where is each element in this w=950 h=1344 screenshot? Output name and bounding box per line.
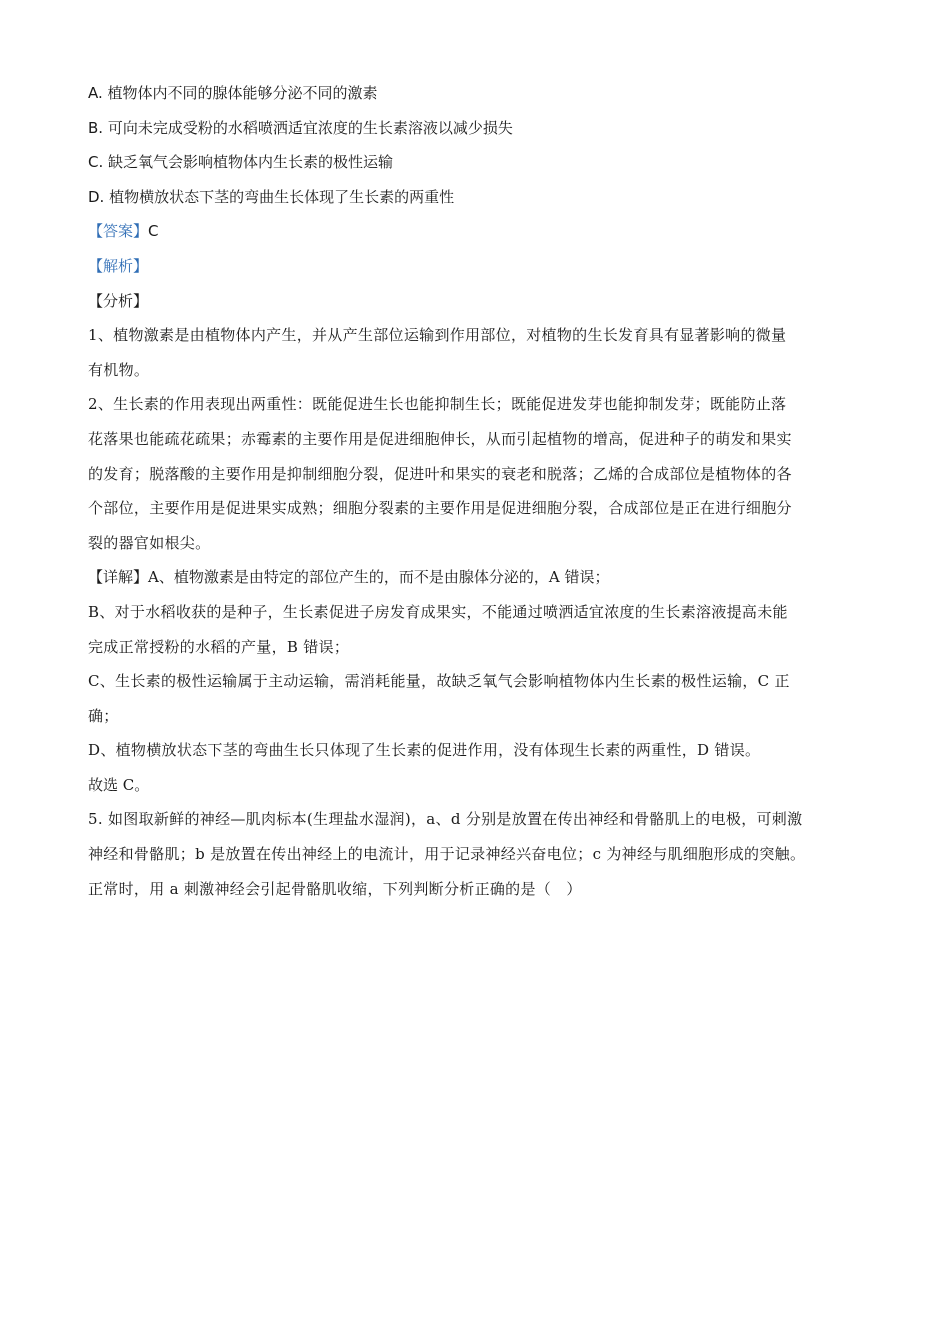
option-letter: C. <box>88 153 104 172</box>
option-c <box>88 145 864 180</box>
option-d <box>88 180 864 215</box>
fenxi-paragraph-1-line-2: 有机物。 <box>88 360 150 379</box>
fenxi-paragraph-2-line-5: 裂的器官如根尖。 <box>88 533 211 552</box>
question-5-line-3: 正常时，用 a 刺激神经会引起骨骼肌收缩，下列判断分析正确的是（ ） <box>88 879 582 898</box>
fenxi-paragraph-2-line-2: 花落果也能疏花疏果；赤霉素的主要作用是促进细胞伸长，从而引起植物的增高，促进种子的萌发和果实 <box>88 429 792 448</box>
detail-b-line-2: 完成正常授粉的水稻的产量，B 错误； <box>88 637 350 656</box>
fenxi-paragraph-2-line-3: 的发育；脱落酸的主要作用是抑制细胞分裂，促进叶和果实的衰老和脱落；乙烯的合成部位是植物体的各 <box>88 464 792 483</box>
document-page <box>88 76 864 906</box>
option-letter: A. <box>88 84 103 102</box>
analysis-heading <box>88 249 864 284</box>
fenxi-label: 【分析】 <box>88 291 149 310</box>
option-a <box>88 76 864 111</box>
detail-b-line-1: B、对于水稻收获的是种子，生长素促进子房发育成果实，不能通过喷洒适宜浓度的生长素溶液提高未能 <box>88 602 788 621</box>
fenxi-paragraph-1-line-1: 1、植物激素是由植物体内产生，并从产生部位运输到作用部位，对植物的生长发育具有显著影响的微量 <box>88 326 787 345</box>
option-text: 可向未完成受粉的水稻喷洒适宜浓度的生长素溶液以减少损失 <box>107 118 513 137</box>
analysis-label: 【解析】 <box>88 256 149 275</box>
detail-a-text: A、植物激素是由特定的部位产生的，而不是由腺体分泌的，A 错误； <box>148 568 610 587</box>
fenxi-paragraph-2-line-1: 2、生长素的作用表现出两重性：既能促进生长也能抑制生长；既能促进发芽也能抑制发芽；既能防止落 <box>88 395 787 414</box>
answer-line <box>88 214 864 249</box>
detail-line-a <box>88 560 864 595</box>
fenxi-paragraph-2-line-4: 个部位，主要作用是促进果实成熟；细胞分裂素的主要作用是促进细胞分裂，合成部位是正在进行细胞分 <box>88 499 792 518</box>
detail-c-line-1: C、生长素的极性运输属于主动运输，需消耗能量，故缺乏氧气会影响植物体内生长素的极性运输，C 正 <box>88 672 790 691</box>
question-5-line-1: 5. 如图取新鲜的神经—肌肉标本(生理盐水湿润)，a、d 分别是放置在传出神经和骨骼肌上的电极，可刺激 <box>88 810 803 829</box>
option-text: 植物体内不同的腺体能够分泌不同的激素 <box>107 84 378 102</box>
detail-d-line-1: D、植物横放状态下茎的弯曲生长只体现了生长素的促进作用，没有体现生长素的两重性，D 错误。 <box>88 741 761 760</box>
option-b <box>88 111 864 146</box>
detail-label: 【详解】 <box>88 568 149 587</box>
option-text: 植物横放状态下茎的弯曲生长体现了生长素的两重性 <box>109 187 455 206</box>
detail-c-line-2: 确； <box>88 706 119 725</box>
question-5-line-2: 神经和骨骼肌；b 是放置在传出神经上的电流计，用于记录神经兴奋电位；c 为神经与肌细胞形成的突触。 <box>88 845 806 864</box>
option-letter: D. <box>88 187 105 206</box>
fenxi-heading <box>88 284 864 319</box>
option-text: 缺乏氧气会影响植物体内生长素的极性运输 <box>108 153 394 172</box>
answer-label: 【答案】 <box>88 222 149 241</box>
answer-value: C <box>148 222 159 241</box>
conclusion-line: 故选 C。 <box>88 775 150 794</box>
option-letter: B. <box>88 118 104 137</box>
